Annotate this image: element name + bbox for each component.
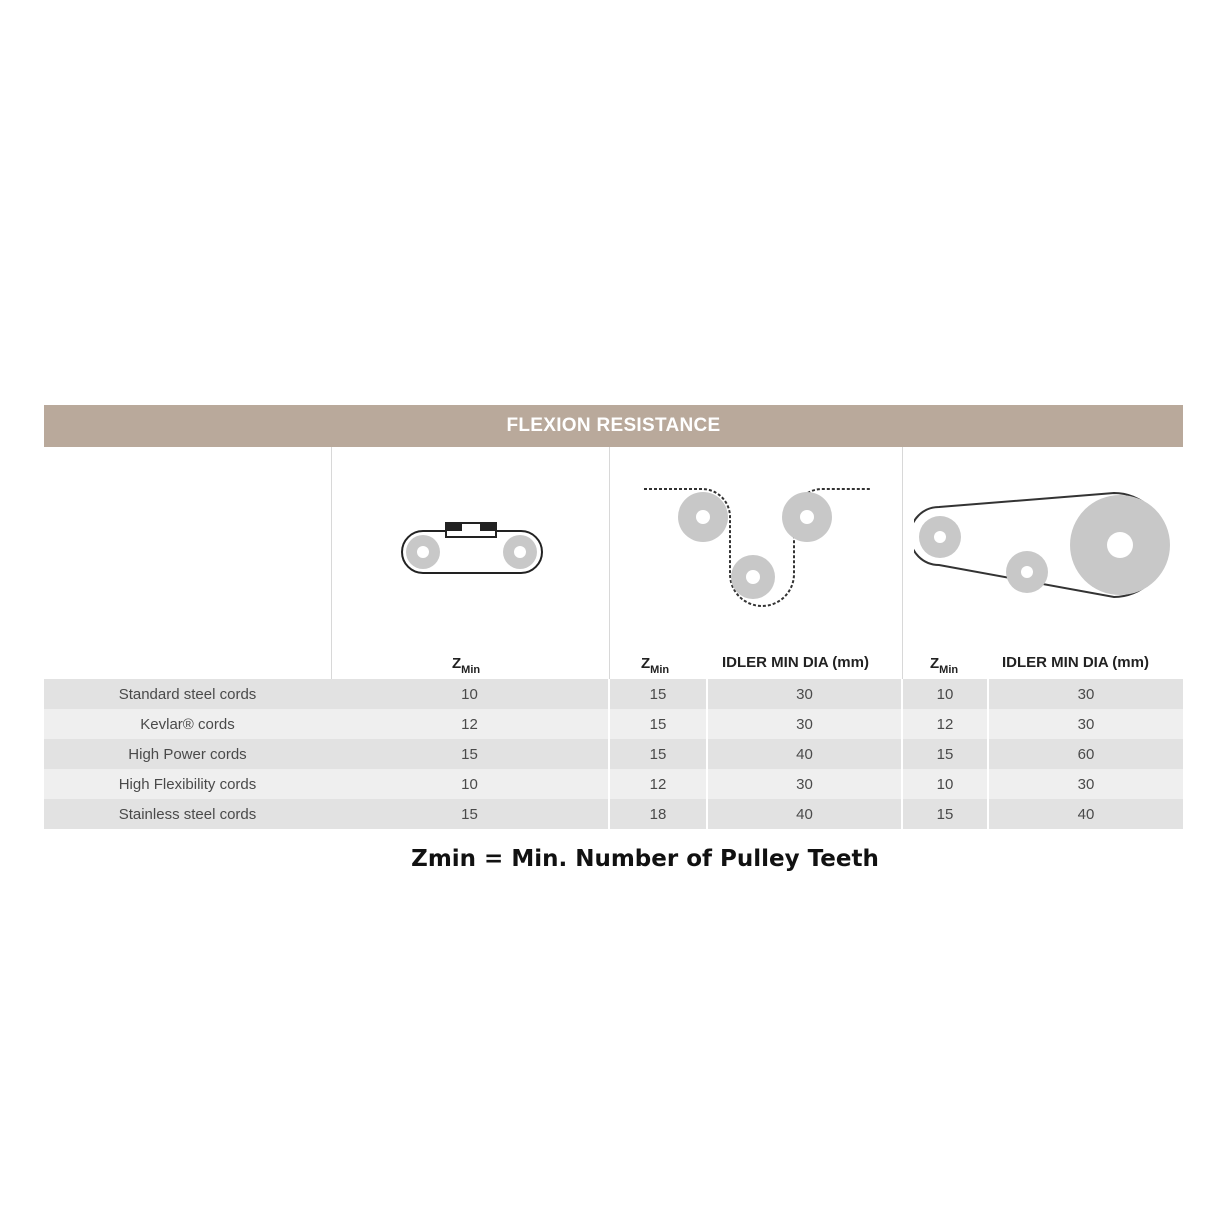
column-divider <box>902 447 903 679</box>
table-row <box>44 739 1183 769</box>
table-cell: 30 <box>707 769 902 799</box>
table-cell: 15 <box>331 799 609 829</box>
table-cell: 40 <box>707 799 902 829</box>
table-cell: 15 <box>609 709 707 739</box>
table-cell: 10 <box>331 769 609 799</box>
table-cell: 30 <box>988 709 1183 739</box>
table-cell: 15 <box>902 739 988 769</box>
column-divider <box>609 447 610 679</box>
row-label: High Power cords <box>44 739 331 769</box>
table-cell: 40 <box>988 799 1183 829</box>
table-cell: 60 <box>988 739 1183 769</box>
table-cell: 40 <box>707 739 902 769</box>
table-cell: 30 <box>707 679 902 709</box>
table-row <box>44 709 1183 739</box>
table-row <box>44 799 1183 829</box>
table-title: FLEXION RESISTANCE <box>44 405 1183 447</box>
belt-two-pulley-icon <box>396 517 548 579</box>
footnote: Zmin = Min. Number of Pulley Teeth <box>411 846 879 872</box>
table-cell: 30 <box>988 679 1183 709</box>
table-cell: 15 <box>609 679 707 709</box>
table-cell: 18 <box>609 799 707 829</box>
belt-idler-drive-icon <box>914 489 1174 601</box>
table-cell: 10 <box>902 769 988 799</box>
table-cell: 10 <box>331 679 609 709</box>
flexion-resistance-table <box>44 405 1183 829</box>
table-cell: 30 <box>988 769 1183 799</box>
row-label: Stainless steel cords <box>44 799 331 829</box>
table-cell: 15 <box>609 739 707 769</box>
table-cell: 15 <box>902 799 988 829</box>
table-row <box>44 769 1183 799</box>
table-row <box>44 679 1183 709</box>
zmin-header-2: $Z_{Min}$ <box>641 655 670 676</box>
row-label: High Flexibility cords <box>44 769 331 799</box>
idler-min-dia-header-3: IDLER MIN DIA (mm) <box>1002 654 1149 671</box>
table-cell: 12 <box>902 709 988 739</box>
table-cell: 30 <box>707 709 902 739</box>
diagram-row <box>44 447 1183 679</box>
table-cell: 12 <box>609 769 707 799</box>
row-label: Kevlar® cords <box>44 709 331 739</box>
row-label: Standard steel cords <box>44 679 331 709</box>
belt-serpentine-icon <box>642 482 874 612</box>
table-cell: 10 <box>902 679 988 709</box>
table-cell: 12 <box>331 709 609 739</box>
zmin-header-3: $Z_{Min}$ <box>930 655 959 676</box>
table-cell: 15 <box>331 739 609 769</box>
zmin-header-1: $Z_{Min}$ <box>452 655 481 676</box>
column-divider <box>331 447 332 679</box>
idler-min-dia-header-2: IDLER MIN DIA (mm) <box>722 654 869 671</box>
data-table <box>44 679 1183 829</box>
